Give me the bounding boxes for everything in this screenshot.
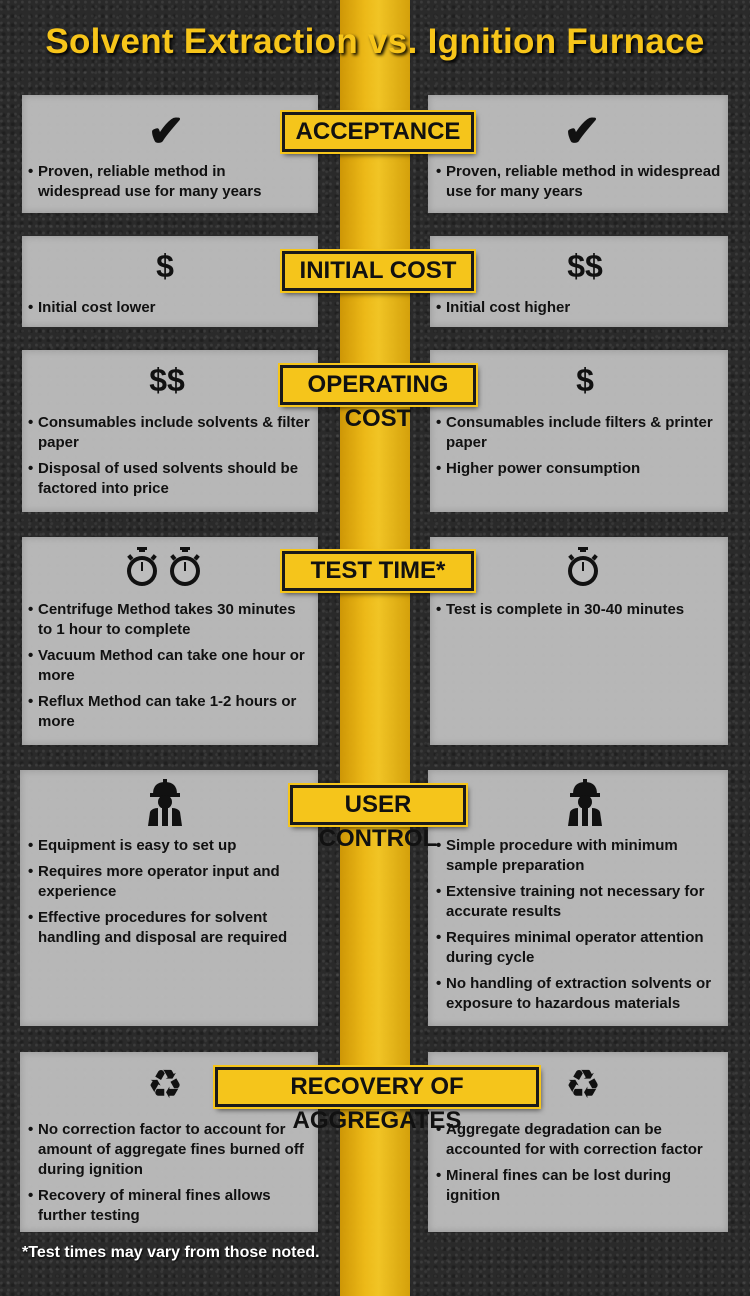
stopwatch-icon	[122, 545, 162, 591]
worker-icon	[143, 777, 187, 827]
section-badge-operating-cost: OPERATING COST	[280, 365, 476, 405]
acceptance-right-list	[436, 162, 724, 208]
list-item: • Reflux Method can take 1-2 hours or more	[28, 692, 312, 732]
section-badge-recovery-of-aggregates: RECOVERY OF AGGREGATES	[215, 1067, 539, 1107]
initial-cost-right-list	[436, 298, 724, 324]
list-item: • Consumables include solvents & filter paper	[28, 413, 312, 453]
list-item: • Extensive training not necessary for accurate results	[436, 882, 724, 922]
page-title: Solvent Extraction vs. Ignition Furnace	[45, 22, 705, 61]
test-time-right-list	[436, 600, 724, 626]
test-time-left-list	[28, 600, 312, 738]
operating-cost-right-list	[436, 413, 724, 485]
list-item: • Disposal of used solvents should be factored into price	[28, 459, 312, 499]
list-item: • Recovery of mineral fines allows further testing	[28, 1186, 316, 1226]
list-item: • Requires more operator input and experience	[28, 862, 312, 902]
stopwatch-icon	[165, 545, 205, 591]
list-item: • Initial cost lower	[28, 298, 312, 318]
list-item: • Initial cost higher	[436, 298, 724, 318]
check-icon: ✔	[147, 106, 185, 156]
list-item: • Requires minimal operator attention during cycle	[436, 928, 724, 968]
dollar-icon: $$	[149, 361, 185, 398]
check-icon: ✔	[563, 106, 601, 156]
recycle-icon: ♻	[147, 1063, 183, 1107]
stopwatch-icon	[563, 545, 603, 591]
dollar-icon: $	[156, 247, 174, 284]
list-item: • Simple procedure with minimum sample preparation	[436, 836, 724, 876]
recycle-icon: ♻	[565, 1063, 601, 1107]
operating-cost-left-list	[28, 413, 312, 505]
list-item: • No correction factor to account for amount of aggregate fines burned off during ignition	[28, 1120, 316, 1180]
recovery-left-list	[28, 1120, 316, 1232]
footnote: *Test times may vary from those noted.	[22, 1244, 320, 1261]
worker-icon	[563, 777, 607, 827]
section-badge-test-time: TEST TIME*	[282, 551, 474, 591]
list-item: • Vacuum Method can take one hour or more	[28, 646, 312, 686]
section-badge-acceptance: ACCEPTANCE	[282, 112, 474, 152]
list-item: • No handling of extraction solvents or exposure to hazardous materials	[436, 974, 724, 1014]
dollar-icon: $	[576, 361, 594, 398]
list-item: • Proven, reliable method in widespread use for many years	[28, 162, 312, 202]
user-control-right-list	[436, 836, 724, 1020]
acceptance-left-list	[28, 162, 312, 208]
list-item: • Proven, reliable method in widespread use for many years	[436, 162, 724, 202]
section-badge-user-control: USER CONTROL	[290, 785, 466, 825]
list-item: • Aggregate degradation can be accounted for with correction factor	[436, 1120, 724, 1160]
list-item: • Mineral fines can be lost during ignition	[436, 1166, 724, 1206]
list-item: • Higher power consumption	[436, 459, 724, 479]
section-badge-initial-cost: INITIAL COST	[282, 251, 474, 291]
dollar-icon: $$	[567, 247, 603, 284]
list-item: • Test is complete in 30-40 minutes	[436, 600, 724, 620]
list-item: • Equipment is easy to set up	[28, 836, 312, 856]
list-item: • Effective procedures for solvent handling and disposal are required	[28, 908, 312, 948]
initial-cost-left-list	[28, 298, 312, 324]
list-item: • Centrifuge Method takes 30 minutes to 1 hour to complete	[28, 600, 312, 640]
list-item: • Consumables include filters & printer paper	[436, 413, 724, 453]
user-control-left-list	[28, 836, 312, 954]
recovery-right-list	[436, 1120, 724, 1212]
